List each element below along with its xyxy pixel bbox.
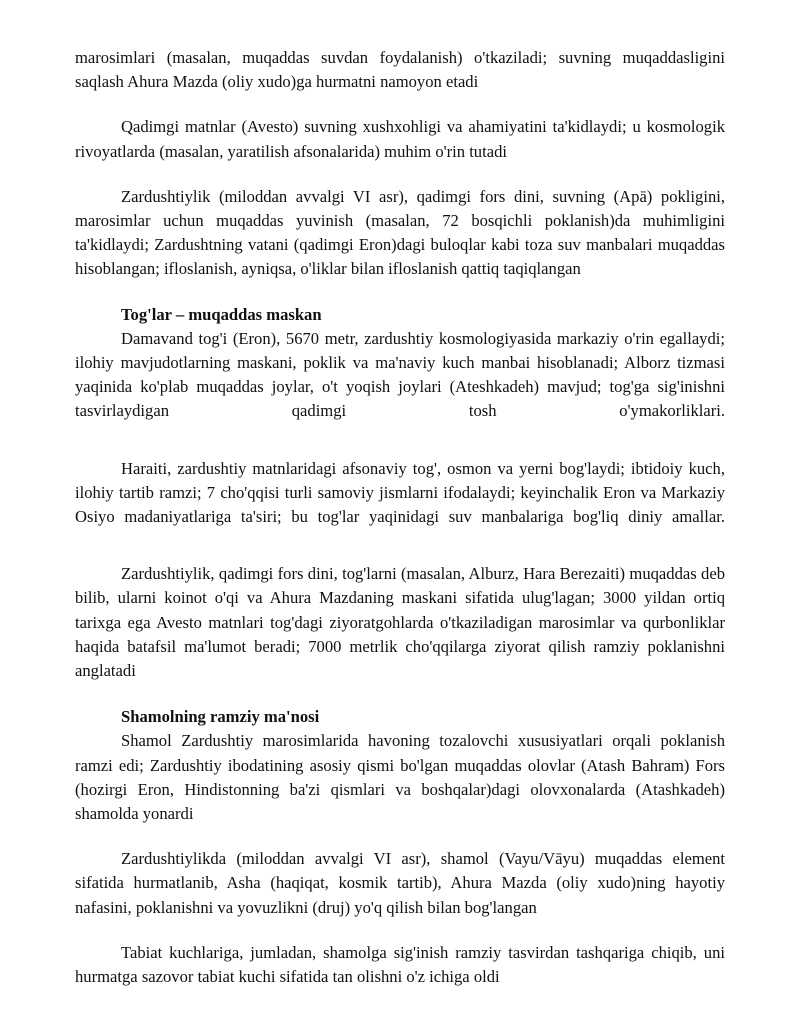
- heading-mountains: Tog'lar – muqaddas maskan: [121, 304, 322, 324]
- paragraph-wind-rituals: Shamol Zardushtiy marosimlarida havoning tozalovchi xususiyatlari orqali poklanish ramzi edi; Zardushtiy ibodatining asosiy qismi bo'lgan muqaddas olovlar (Atash Bahram) Fors (hozirgi Eron, Hindistonning ba'zi qismlari va boshqalar)dagi olovxonalarda (Atashkadeh) shamolda yonardi: [75, 731, 725, 824]
- paragraph-zoroastrian-mountains: Zardushtiylik, qadimgi fors dini, tog'larni (masalan, Alburz, Hara Berezaiti) muqaddas deb bilib, ularni koinot o'qi va Ahura Mazdaning maskani sifatida ulug'lagan; 3000 yildan ortiq tarixga ega Avesto matnlari tog'dagi ziyoratgohlarda o'tkaziladigan marosimlar va qurbonliklar haqida batafsil ma'lumot beradi; 7000 metrlik cho'qqilarga ziyorat qilish ramziy poklanishni anglatadi: [75, 564, 725, 681]
- paragraph-vayu: Zardushtiylikda (miloddan avvalgi VI asr), shamol (Vayu/Vāyu) muqaddas element sifatida hurmatlanib, Asha (haqiqat, kosmik tartib), Ahura Mazda (oliy xudo)ning hayotiy nafasini, poklanishni va yovuzlikni (druj) yo'q qilish bilan bog'langan: [75, 849, 725, 917]
- paragraph-damavand: Damavand tog'i (Eron), 5670 metr, zardushtiy kosmologiyasida markaziy o'rin egallaydi; ilohiy mavjudotlarning maskani, poklik va ma'naviy kuch manbai hisoblanadi; Alborz tizmasi yaqinida ko'plab muqaddas joylar, o't yoqish joylari (Ateshkadeh) mavjud; tog'ga sig'inishni tasvirlaydigan qadimgi tosh o'ymakorliklari.: [75, 328, 725, 421]
- paragraph-nature-forces: Tabiat kuchlariga, jumladan, shamolga sig'inish ramziy tasvirdan tashqariga chiqib, uni hurmatga sazovor tabiat kuchi sifatida tan olishni o'z ichiga oldi: [75, 942, 725, 987]
- paragraph-water-rituals: marosimlari (masalan, muqaddas suvdan foydalanish) o'tkaziladi; suvning muqaddasligini saqlash Ahura Mazda (oliy xudo)ga hurmatni namoyon etadi: [75, 48, 725, 92]
- paragraph-avesta-water: Qadimgi matnlar (Avesto) suvning xushxohligi va ahamiyatini ta'kidlaydi; u kosmologik rivoyatlarda (masalan, yaratilish afsonalarida) muhim o'rin tutadi: [75, 117, 725, 161]
- paragraph-haraiti: Haraiti, zardushtiy matnlaridagi afsonaviy tog', osmon va yerni bog'laydi; ibtidoiy kuch, ilohiy tartib ramzi; 7 cho'qqisi turli samoviy jismlarni ifodalaydi; keyinchalik Eron va Markaziy Osiyo madaniyatlariga ta'siri; bu tog'lar yaqinidagi suv manbalariga bog'liq diniy amallar.: [75, 458, 725, 527]
- heading-wind: Shamolning ramziy ma'nosi: [121, 707, 320, 727]
- document-body: [75, 46, 725, 989]
- paragraph-zoroastrian-water: Zardushtiylik (miloddan avvalgi VI asr), qadimgi fors dini, suvning (Apā) pokligini, marosimlar uchun muqaddas yuvinish (masalan, 72 bosqichli poklanish)da muhimligini ta'kidlaydi; Zardushtning vatani (qadimgi Eron)dagi buloqlar kabi toza suv manbalari muqaddas hisoblangan; ifloslanish, ayniqsa, o'liklar bilan ifloslanish qattiq taqiqlangan: [75, 186, 725, 279]
